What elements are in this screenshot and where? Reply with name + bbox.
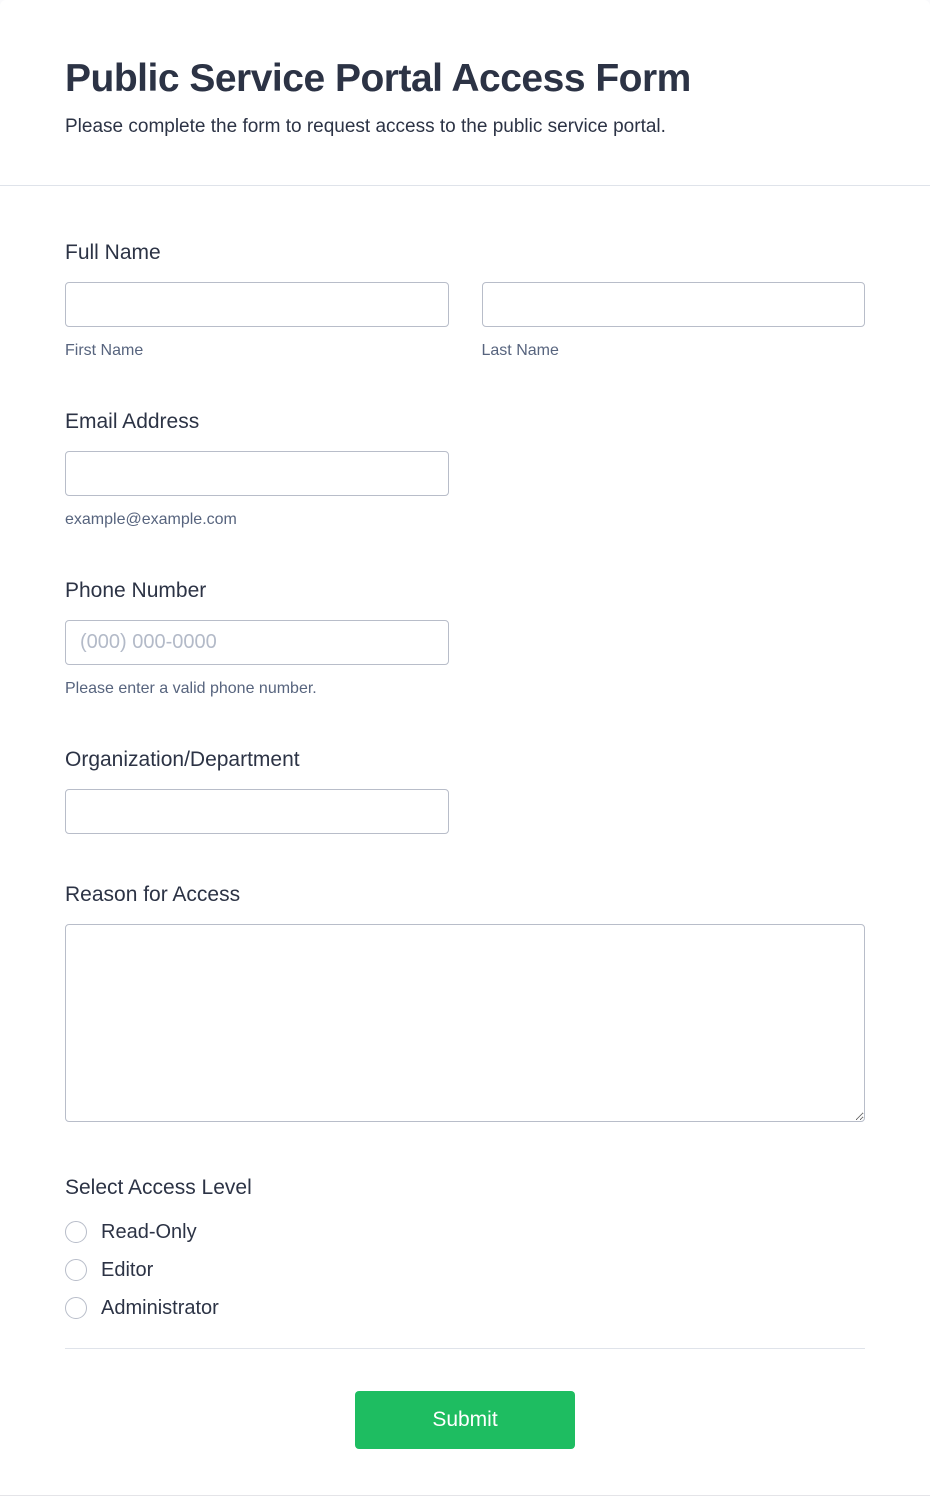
radio-option-label: Read-Only [101,1221,197,1243]
phone-sublabel: Please enter a valid phone number. [65,680,317,697]
reason-textarea[interactable] [65,924,865,1122]
radio-icon[interactable] [65,1259,87,1281]
radio-option-administrator[interactable] [65,1297,865,1319]
radio-icon[interactable] [65,1221,87,1243]
email-input[interactable] [65,451,449,496]
phone-input[interactable] [65,620,449,665]
submit-button[interactable]: Submit [355,1391,575,1449]
submit-section [65,1348,865,1495]
field-phone [65,578,865,699]
first-name-sublabel: First Name [65,342,144,359]
page-title: Public Service Portal Access Form [65,57,691,100]
page-subtitle: Please complete the form to request access to the public service portal. [65,116,666,137]
form-header [0,0,930,186]
field-reason [65,882,865,1127]
organization-input[interactable] [65,789,449,834]
radio-option-editor[interactable] [65,1259,865,1281]
access-level-label: Select Access Level [65,1176,252,1199]
last-name-input[interactable] [482,282,866,327]
full-name-label: Full Name [65,241,161,264]
radio-option-label: Editor [101,1259,154,1281]
email-sublabel: example@example.com [65,511,237,528]
radio-option-read-only[interactable] [65,1221,865,1243]
phone-label: Phone Number [65,579,207,602]
field-full-name [65,240,865,361]
organization-label: Organization/Department [65,748,300,771]
form-body [0,186,930,1495]
access-level-radio-group [65,1221,865,1319]
radio-icon[interactable] [65,1297,87,1319]
field-organization [65,747,865,834]
last-name-sublabel: Last Name [481,342,559,359]
email-label: Email Address [65,410,200,433]
field-email [65,409,865,530]
field-access-level [65,1175,865,1319]
first-name-input[interactable] [65,282,449,327]
radio-option-label: Administrator [101,1297,219,1319]
reason-label: Reason for Access [65,883,241,906]
